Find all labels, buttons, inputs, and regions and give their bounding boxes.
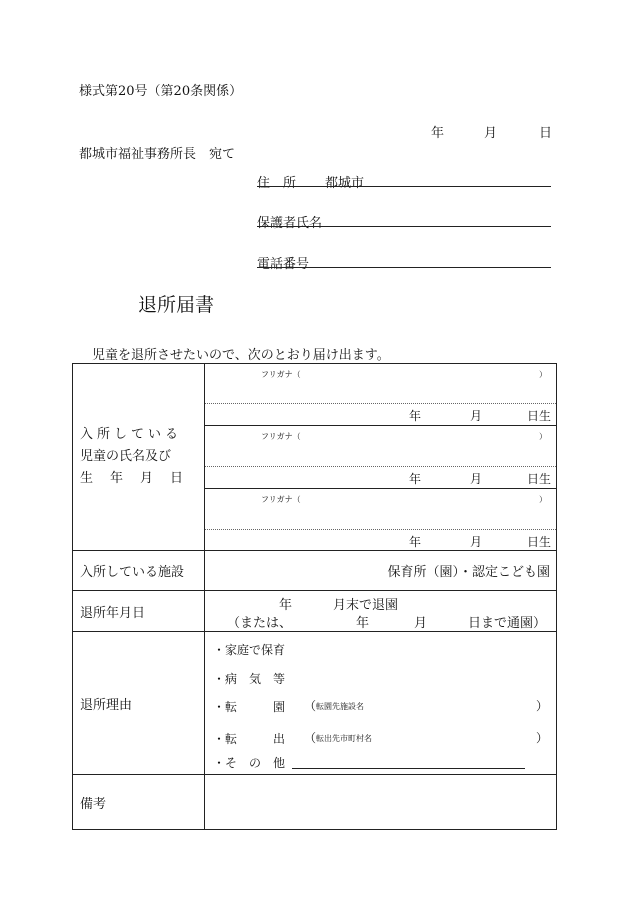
date-year-label: 年 bbox=[431, 126, 445, 141]
birth-month-label: 月 bbox=[470, 409, 483, 423]
furigana-label: フリガナ（ bbox=[261, 432, 301, 441]
facility-row bbox=[73, 551, 557, 591]
other-reason-field[interactable] bbox=[292, 768, 525, 769]
address-value[interactable]: 都城市 bbox=[325, 176, 365, 191]
reason-move-out[interactable]: ・転 出 bbox=[213, 732, 286, 746]
guardian-name-field[interactable] bbox=[257, 226, 551, 227]
move-city-open: （ bbox=[304, 731, 317, 745]
remarks-field[interactable] bbox=[205, 775, 557, 830]
children-entries-cell bbox=[205, 364, 557, 551]
birthdate-field[interactable] bbox=[205, 530, 556, 551]
reason-label: 退所理由 bbox=[80, 697, 133, 713]
child-entry bbox=[205, 426, 556, 489]
document-title: 退所届書 bbox=[138, 294, 215, 316]
reason-label-cell bbox=[73, 632, 205, 775]
phone-field[interactable] bbox=[257, 267, 551, 268]
addressee: 都城市福祉事務所長 宛て bbox=[79, 147, 236, 162]
address-underline bbox=[257, 186, 551, 187]
birthdate-field[interactable] bbox=[205, 404, 556, 425]
children-row bbox=[73, 364, 557, 551]
children-label-cell bbox=[73, 364, 205, 551]
birth-day-label: 日生 bbox=[527, 472, 552, 486]
alt-date-open: （または、 bbox=[227, 616, 293, 631]
furigana-field[interactable] bbox=[205, 364, 556, 404]
reason-options-cell bbox=[205, 632, 557, 775]
birth-month-label: 月 bbox=[470, 535, 483, 549]
move-city-close: ） bbox=[536, 731, 549, 745]
facility-value-cell[interactable] bbox=[205, 551, 557, 591]
date-month-label: 月 bbox=[484, 126, 498, 141]
furigana-close: ） bbox=[539, 432, 547, 441]
children-label-line2: 児童の氏名及び bbox=[80, 449, 172, 464]
facility-label-cell bbox=[73, 551, 205, 591]
reason-home-care[interactable]: ・家庭で保育 bbox=[213, 643, 286, 657]
birth-day-label: 日生 bbox=[527, 409, 552, 423]
facility-label: 入所している施設 bbox=[80, 565, 185, 580]
withdrawal-form-table bbox=[72, 363, 557, 830]
intro-text: 児童を退所させたいので、次のとおり届け出ます。 bbox=[92, 348, 390, 363]
alt-year-label: 年 bbox=[356, 616, 370, 631]
withdrawal-year-label: 年 bbox=[279, 598, 293, 613]
child-entry bbox=[205, 364, 556, 426]
transfer-facility-open: （ bbox=[304, 699, 317, 713]
guardian-name-label: 保護者氏名 bbox=[257, 216, 323, 231]
withdrawal-date-label-cell bbox=[73, 591, 205, 632]
form-number: 様式第20号（第20条関係） bbox=[79, 84, 243, 99]
date-day-label: 日 bbox=[539, 126, 553, 141]
remarks-label: 備考 bbox=[80, 796, 107, 812]
transfer-facility-hint: 転園先施設名 bbox=[316, 702, 364, 711]
reason-other[interactable]: ・そ の 他 bbox=[213, 756, 286, 770]
address-label: 住 所 bbox=[257, 176, 297, 191]
furigana-label: フリガナ（ bbox=[261, 495, 301, 504]
transfer-facility-close: ） bbox=[536, 699, 549, 713]
phone-label: 電話番号 bbox=[257, 257, 310, 272]
move-city-hint: 転出先市町村名 bbox=[316, 734, 372, 743]
birth-year-label: 年 bbox=[409, 472, 422, 486]
furigana-close: ） bbox=[539, 495, 547, 504]
birth-year-label: 年 bbox=[409, 409, 422, 423]
birth-month-label: 月 bbox=[470, 472, 483, 486]
withdrawal-date-label: 退所年月日 bbox=[80, 605, 146, 621]
birthdate-field[interactable] bbox=[205, 467, 556, 488]
remarks-row bbox=[73, 775, 557, 830]
furigana-close: ） bbox=[539, 370, 547, 379]
furigana-label: フリガナ（ bbox=[261, 370, 301, 379]
children-label-line3: 生 年 月 日 bbox=[80, 471, 186, 486]
birth-day-label: 日生 bbox=[527, 535, 552, 549]
furigana-field[interactable] bbox=[205, 489, 556, 530]
furigana-field[interactable] bbox=[205, 426, 556, 467]
reason-illness[interactable]: ・病 気 等 bbox=[213, 672, 286, 686]
children-label-line1: 入所している bbox=[80, 427, 183, 442]
withdrawal-date-row bbox=[73, 591, 557, 632]
remarks-label-cell bbox=[73, 775, 205, 830]
reason-row bbox=[73, 632, 557, 775]
withdrawal-month-end-label: 月末で退園 bbox=[333, 598, 399, 613]
facility-value: 保育所（園）・認定こども園 bbox=[387, 565, 550, 580]
child-entry bbox=[205, 489, 556, 550]
alt-day-close: 日まで通園） bbox=[468, 616, 547, 631]
birth-year-label: 年 bbox=[409, 535, 422, 549]
withdrawal-date-value-cell[interactable] bbox=[205, 591, 557, 632]
reason-transfer-facility[interactable]: ・転 園 bbox=[213, 700, 286, 714]
alt-month-label: 月 bbox=[414, 616, 428, 631]
